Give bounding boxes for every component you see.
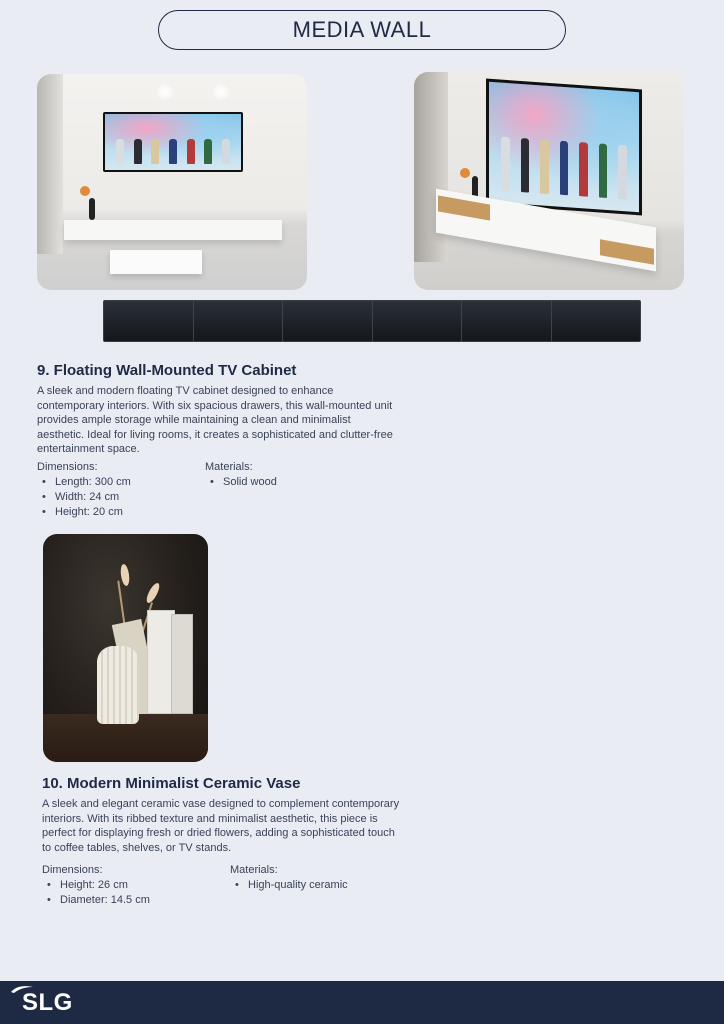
dimensions-list [37, 475, 131, 520]
ribbed-vase [97, 646, 139, 724]
wall-tv [103, 112, 243, 172]
tv-screen [105, 114, 241, 170]
dimensions-list [42, 878, 150, 908]
page-title-text: MEDIA WALL [292, 17, 432, 42]
ceramic-vase-photo [43, 534, 208, 762]
drawer-panel [373, 301, 463, 341]
description-line: A sleek and elegant ceramic vase designed to complement contemporary [42, 798, 400, 810]
living-room-front-photo [37, 74, 307, 290]
materials-list [205, 475, 277, 490]
drawer-panel [552, 301, 641, 341]
drawer-panel [283, 301, 373, 341]
description-line: perfect for displaying fresh or dried flowers, adding a sophisticated touch [42, 827, 395, 840]
list-item: • Height: 20 cm [37, 505, 131, 520]
description-line: to coffee tables, shelves, or TV stands. [42, 841, 232, 854]
product-1-title: 9. Floating Wall-Mounted TV Cabinet [37, 362, 297, 379]
living-room-angle-photo [414, 72, 684, 290]
materials-label: Materials: [205, 461, 253, 473]
cabinet-product-image [103, 300, 641, 342]
list-item: • Width: 24 cm [37, 490, 131, 505]
drawer-panel [104, 301, 194, 341]
coffee-table [110, 250, 202, 274]
description-line: entertainment space. [37, 443, 140, 456]
footer-bar [0, 981, 724, 1024]
description-line: A sleek and modern floating TV cabinet designed to enhance [37, 385, 334, 397]
drawer-panel [462, 301, 552, 341]
description-line: contemporary interiors. With six spacious drawers, this wall-mounted unit [37, 399, 393, 412]
list-item: • Length: 300 cm [37, 475, 131, 490]
ceiling-light [213, 84, 229, 100]
product-2-title: 10. Modern Minimalist Ceramic Vase [42, 775, 301, 792]
floating-cabinet [64, 220, 282, 240]
list-item: • Height: 26 cm [42, 878, 150, 893]
product-1-description [37, 384, 467, 457]
materials-list [230, 878, 348, 893]
description-line: interiors. With its ribbed texture and minimalist aesthetic, this piece is [42, 812, 378, 825]
list-item: • Diameter: 14.5 cm [42, 893, 150, 908]
list-item: • Solid wood [205, 475, 277, 490]
drawer-panel [194, 301, 284, 341]
tv-screen [489, 82, 639, 212]
decor-ball [460, 168, 470, 178]
page-title [158, 10, 566, 50]
decor-ball [80, 186, 90, 196]
materials-label: Materials: [230, 864, 278, 876]
dimensions-label: Dimensions: [42, 864, 103, 876]
list-item: • High-quality ceramic [230, 878, 348, 893]
description-line: aesthetic. Ideal for living rooms, it creates a sophisticated and clutter-free [37, 428, 393, 441]
wall-tv [486, 79, 642, 216]
product-2-description [42, 797, 472, 855]
ceiling-light [157, 84, 173, 100]
description-line: provides ample storage while maintaining a clean and minimalist [37, 414, 351, 427]
logo: SLG [22, 989, 73, 1016]
dimensions-label: Dimensions: [37, 461, 98, 473]
wall-panel [37, 74, 63, 254]
book [171, 614, 193, 714]
decor-figurine [89, 198, 95, 220]
